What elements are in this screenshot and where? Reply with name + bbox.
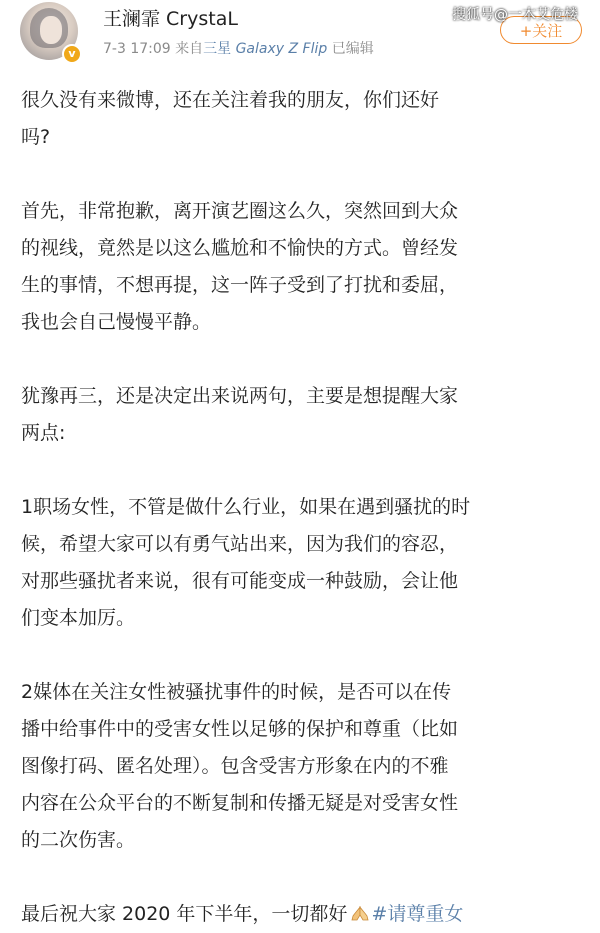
follow-button[interactable]: +关注: [500, 16, 582, 44]
post-meta: [103, 38, 374, 58]
device-model[interactable]: Galaxy Z Flip: [235, 41, 328, 57]
source-prefix: 来自: [175, 41, 204, 57]
paragraph: 很久没有来微博，还在关注着我的朋友，你们还好 吗?: [21, 89, 440, 148]
post-body: [21, 82, 581, 933]
post-date: 7-3 17:09: [103, 41, 171, 57]
verified-badge-icon: v: [62, 44, 82, 64]
device-link[interactable]: 三星: [203, 41, 232, 57]
edited-label: 已编辑: [331, 41, 374, 57]
paragraph: 2媒体在关注女性被骚扰事件的时候，是否可以在传 播中给事件中的受害女性以足够的保护和尊重（比如 图像打码、匿名处理）。包含受害方形象在内的不雅 内容在公众平台的不断复制和传播无疑是对受害女性 的二次伤害。: [21, 681, 459, 851]
paragraph: 1职场女性，不管是做什么行业，如果在遇到骚扰的时 候，希望大家可以有勇气站出来，因为我们的容忍， 对那些骚扰者来说，很有可能变成一种鼓励，会让他 们变本加厉。: [21, 496, 471, 629]
closing-text: 最后祝大家 2020 年下半年，一切都好: [21, 903, 348, 925]
closing-line: [21, 896, 581, 933]
avatar-face: [40, 16, 62, 44]
paragraph: 犹豫再三，还是决定出来说两句，主要是想提醒大家 两点:: [21, 385, 459, 444]
username[interactable]: 王澜霏 CrystaL: [103, 8, 238, 30]
praying-hands-icon: [351, 906, 369, 922]
paragraph: 首先，非常抱歉，离开演艺圈这么久，突然回到大众 的视线，竟然是以这么尴尬和不愉快的方式。曾经发 生的事情，不想再提，这一阵子受到了打扰和委屈， 我也会自己慢慢平静。: [21, 200, 459, 333]
post-header: [0, 0, 600, 64]
watermark: 搜狐号@一木艾危楼: [452, 7, 578, 23]
hashtag-link[interactable]: #请尊重女: [371, 903, 464, 925]
